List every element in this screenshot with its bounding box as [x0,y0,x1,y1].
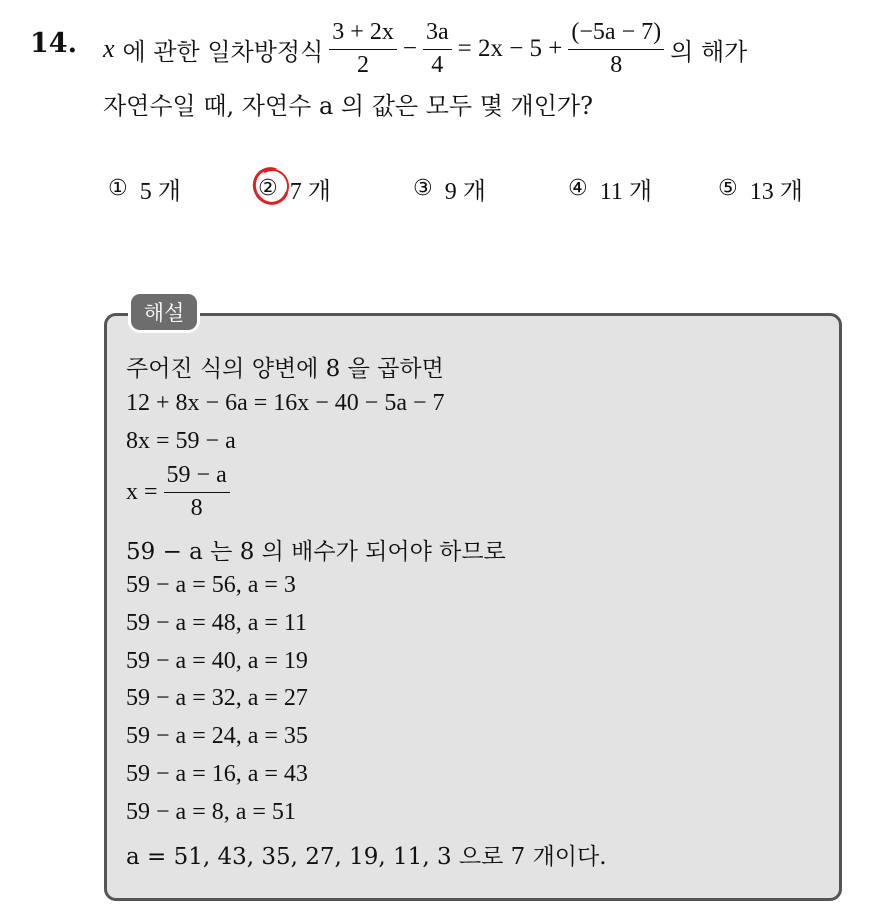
solution-line-8: 59 − a = 32, a = 27 [126,685,308,711]
fraction-2 [423,19,452,79]
question-text-b: 의 해가 [670,37,748,66]
selected-answer-circle-stroke [251,165,293,208]
solution-line-4: 59 − a 는 8 의 배수가 되어야 하므로 [126,539,506,565]
fraction-2-denominator: 4 [431,51,444,78]
solution-line-11: 59 − a = 8, a = 51 [126,799,296,825]
question-line-2: 자연수일 때, 자연수 a 의 값은 모두 몇 개인가? [103,92,593,120]
question-line-1 [103,14,747,84]
solution-label: 해설 [128,291,200,333]
solution-line-5: 59 − a = 56, a = 3 [126,572,296,598]
variable-x: x [103,34,115,63]
equation-middle: = 2x − 5 + [457,35,563,62]
fraction-3-denominator: 8 [610,51,623,78]
choice-4[interactable] [568,171,652,206]
solution-line-1: 주어진 식의 양변에 8 을 곱하면 [126,356,444,382]
fraction-3-numerator: (−5a − 7) [568,19,664,50]
question-text-a: 에 관한 일차방정식 [122,37,324,66]
solution-line-9: 59 − a = 24, a = 35 [126,723,308,749]
solution-fraction-lhs: x = [126,478,158,505]
fraction-1-denominator: 2 [357,51,370,78]
choice-1-mark: ① [108,176,128,201]
solution-line-6: 59 − a = 48, a = 11 [126,610,308,636]
answer-choices [108,171,828,211]
solution-fraction-body [164,462,230,522]
choice-2[interactable] [258,171,331,206]
choice-3-mark: ③ [413,176,433,201]
solution-line-12: a = 51, 43, 35, 27, 19, 11, 3 으로 7 개이다. [126,844,607,870]
choice-5-text: 13 개 [749,179,803,205]
choice-1-text: 5 개 [139,179,181,205]
choice-5[interactable] [718,171,803,206]
choice-3[interactable] [413,171,486,206]
solution-fraction [126,462,236,522]
solution-line-7: 59 − a = 40, a = 19 [126,648,308,674]
fraction-3 [568,19,664,79]
choice-1[interactable] [108,171,181,206]
fraction-1-numerator: 3 + 2x [329,19,397,50]
fraction-2-numerator: 3a [423,19,452,50]
solution-line-10: 59 − a = 16, a = 43 [126,761,308,787]
solution-line-2: 12 + 8x − 6a = 16x − 40 − 5a − 7 [126,390,445,416]
fraction-1 [329,19,397,79]
choice-2-text: 7 개 [289,179,331,205]
solution-fraction-numerator: 59 − a [164,462,230,493]
solution-line-3: 8x = 59 − a [126,428,236,454]
choice-3-text: 9 개 [444,179,486,205]
question-number: 14. [30,28,77,59]
choice-2-mark: ② [258,176,278,201]
choice-4-text: 11 개 [599,179,653,205]
choice-4-mark: ④ [568,176,588,201]
solution-fraction-denominator: 8 [190,494,203,521]
minus-sign: − [402,35,417,62]
choice-5-mark: ⑤ [718,176,738,201]
